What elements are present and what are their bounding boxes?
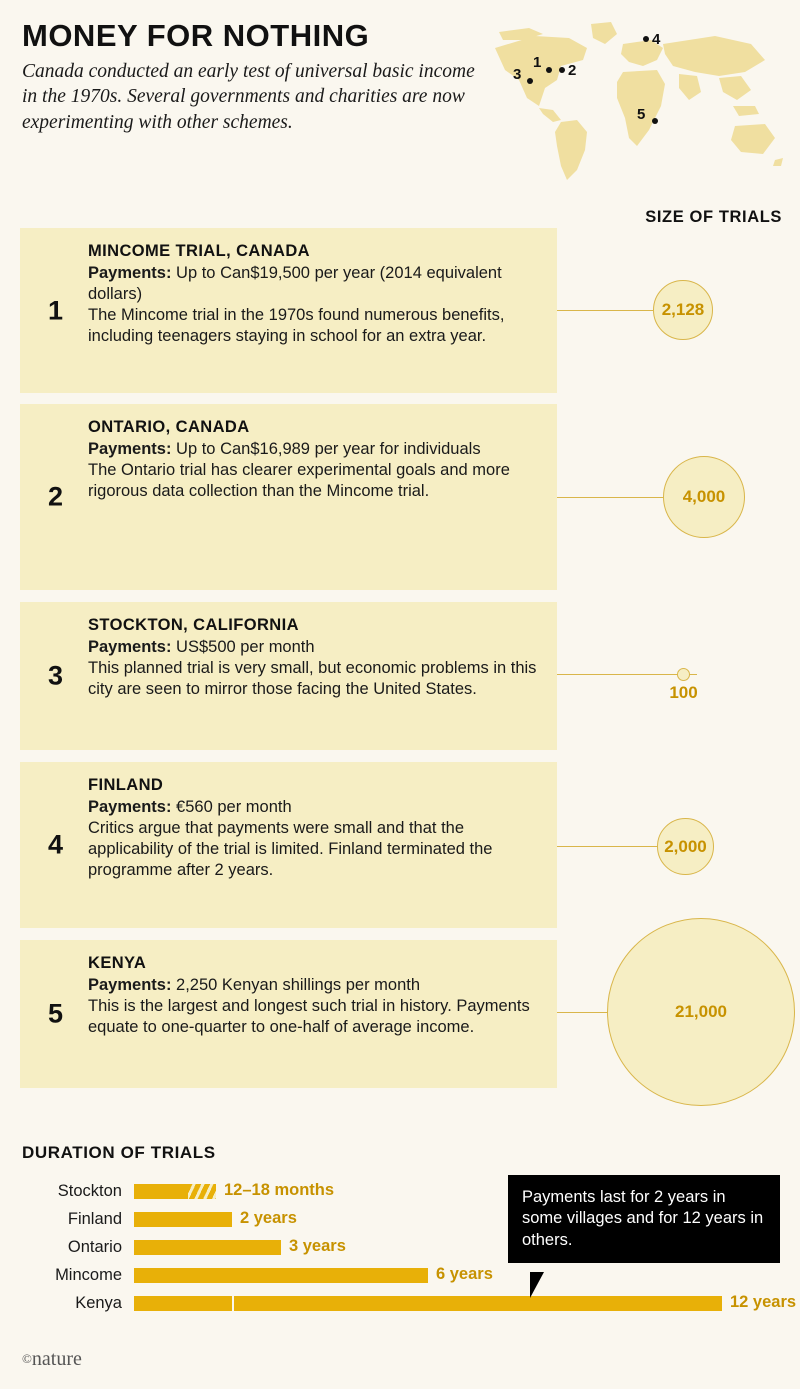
header: [22, 20, 492, 136]
trial-rank: 4: [48, 829, 64, 860]
trial-connector: [557, 497, 663, 498]
trial-row-stockton: [20, 602, 780, 754]
trial-size-bubble: [663, 456, 745, 538]
trial-row-ontario: [20, 404, 780, 594]
trial-size-label: 2,128: [661, 300, 705, 319]
trial-name: KENYA: [88, 954, 147, 972]
duration-value: 2 years: [240, 1209, 297, 1227]
duration-row-kenya: [22, 1292, 797, 1320]
payments-label: Payments:: [88, 638, 172, 656]
duration-label: Finland: [67, 1210, 122, 1228]
trial-description: Critics argue that payments were small and that the applicability of the trial is limited. Finland terminated the programme after 2 years.: [88, 819, 493, 880]
duration-of-trials-heading: DURATION OF TRIALS: [22, 1143, 216, 1162]
page-subtitle: Canada conducted an early test of universal basic income in the 1970s. Several governments and charities are now experimenting with other schemes.: [22, 60, 475, 134]
trial-card[interactable]: [20, 762, 557, 928]
duration-label: Mincome: [55, 1266, 122, 1284]
map-label-4: 4: [652, 31, 661, 48]
trial-size-label: 4,000: [682, 487, 726, 506]
trial-row-finland: [20, 762, 780, 932]
payments-label: Payments:: [88, 264, 172, 282]
brand-name: nature: [31, 1348, 82, 1370]
map-dot-5: [652, 118, 658, 124]
trial-description: The Ontario trial has clearer experimental goals and more rigorous data collection than the Mincome trial.: [88, 461, 510, 501]
trial-size-bubble: [669, 668, 698, 702]
trial-rank: 5: [48, 998, 64, 1029]
trial-connector: [557, 674, 697, 675]
trials-list: [20, 228, 780, 1100]
trial-card[interactable]: [20, 404, 557, 590]
duration-bar-solid: [134, 1184, 188, 1199]
trial-description: This planned trial is very small, but economic problems in this city are seen to mirror those facing the United States.: [88, 659, 537, 699]
duration-label: Kenya: [75, 1294, 122, 1312]
map-dot-3: [527, 78, 533, 84]
trial-payments: [88, 975, 543, 996]
trial-name: FINLAND: [88, 776, 164, 794]
duration-bar: [134, 1212, 232, 1227]
trial-row-mincome: [20, 228, 780, 396]
trial-connector: [557, 310, 653, 311]
trial-rank: 2: [48, 481, 64, 512]
page-title: MONEY FOR NOTHING: [22, 18, 370, 53]
trial-connector: [557, 846, 657, 847]
payments-value: 2,250 Kenyan shillings per month: [176, 976, 421, 994]
trial-size-label: 2,000: [664, 836, 707, 856]
trial-name: MINCOME TRIAL, CANADA: [88, 242, 310, 260]
callout-box: Payments last for 2 years in some villages and for 12 years in others.: [508, 1175, 780, 1263]
map-dot-2: [559, 67, 565, 73]
payments-label: Payments:: [88, 440, 172, 458]
duration-bar: [134, 1240, 281, 1255]
footer-brand: [22, 1348, 82, 1371]
trial-size-bubble: [657, 818, 714, 875]
trial-card[interactable]: [20, 940, 557, 1088]
size-of-trials-heading: SIZE OF TRIALS: [645, 208, 782, 226]
trial-description: This is the largest and longest such trial in history. Payments equate to one-quarter to one-half of average income.: [88, 997, 530, 1037]
copyright-symbol: ©: [22, 1351, 32, 1366]
map-label-5: 5: [637, 106, 646, 123]
trial-name: ONTARIO, CANADA: [88, 418, 250, 436]
duration-value: 12–18 months: [224, 1181, 335, 1199]
map-label-1: 1: [533, 54, 542, 71]
trial-size-label: 100: [669, 683, 698, 702]
duration-bar-tick: [232, 1296, 234, 1311]
trial-connector: [557, 1012, 607, 1013]
trial-payments: [88, 797, 543, 818]
trial-description: The Mincome trial in the 1970s found numerous benefits, including teenagers staying in school for an extra year.: [88, 306, 505, 346]
map-label-3: 3: [513, 66, 522, 83]
trial-size-bubble: [607, 918, 795, 1106]
duration-value: 3 years: [289, 1237, 346, 1255]
trial-rank: 1: [48, 295, 64, 325]
duration-bar: [134, 1268, 428, 1283]
payments-value: Up to Can$19,500 per year (2014 equivalent dollars): [88, 264, 502, 304]
map-label-2: 2: [568, 62, 577, 79]
duration-label: Stockton: [57, 1182, 122, 1200]
trial-size-label: 21,000: [675, 1002, 727, 1021]
duration-value: 6 years: [436, 1265, 493, 1283]
trial-payments: [88, 263, 543, 305]
callout-tail: [530, 1272, 544, 1298]
trial-card[interactable]: [20, 602, 557, 750]
duration-row-mincome: [22, 1264, 782, 1292]
payments-label: Payments:: [88, 798, 172, 816]
trial-size-bubble: [653, 280, 713, 340]
duration-label: Ontario: [67, 1238, 122, 1256]
trial-rank: 3: [48, 660, 64, 691]
duration-value: 12 years: [730, 1293, 797, 1311]
world-map-svg: [483, 14, 783, 189]
trial-payments: [88, 637, 543, 658]
duration-bar: [134, 1184, 216, 1199]
map-dot-4: [643, 36, 649, 42]
map-dot-1: [546, 67, 552, 73]
payments-value: €560 per month: [176, 798, 292, 816]
payments-value: US$500 per month: [176, 638, 315, 656]
trial-card[interactable]: [20, 228, 557, 393]
payments-value: Up to Can$16,989 per year for individuals: [176, 440, 481, 458]
trial-row-kenya: [20, 940, 780, 1092]
world-map: [483, 14, 783, 189]
duration-bar: [134, 1296, 722, 1311]
trial-payments: [88, 439, 543, 460]
payments-label: Payments:: [88, 976, 172, 994]
trial-name: STOCKTON, CALIFORNIA: [88, 616, 299, 634]
